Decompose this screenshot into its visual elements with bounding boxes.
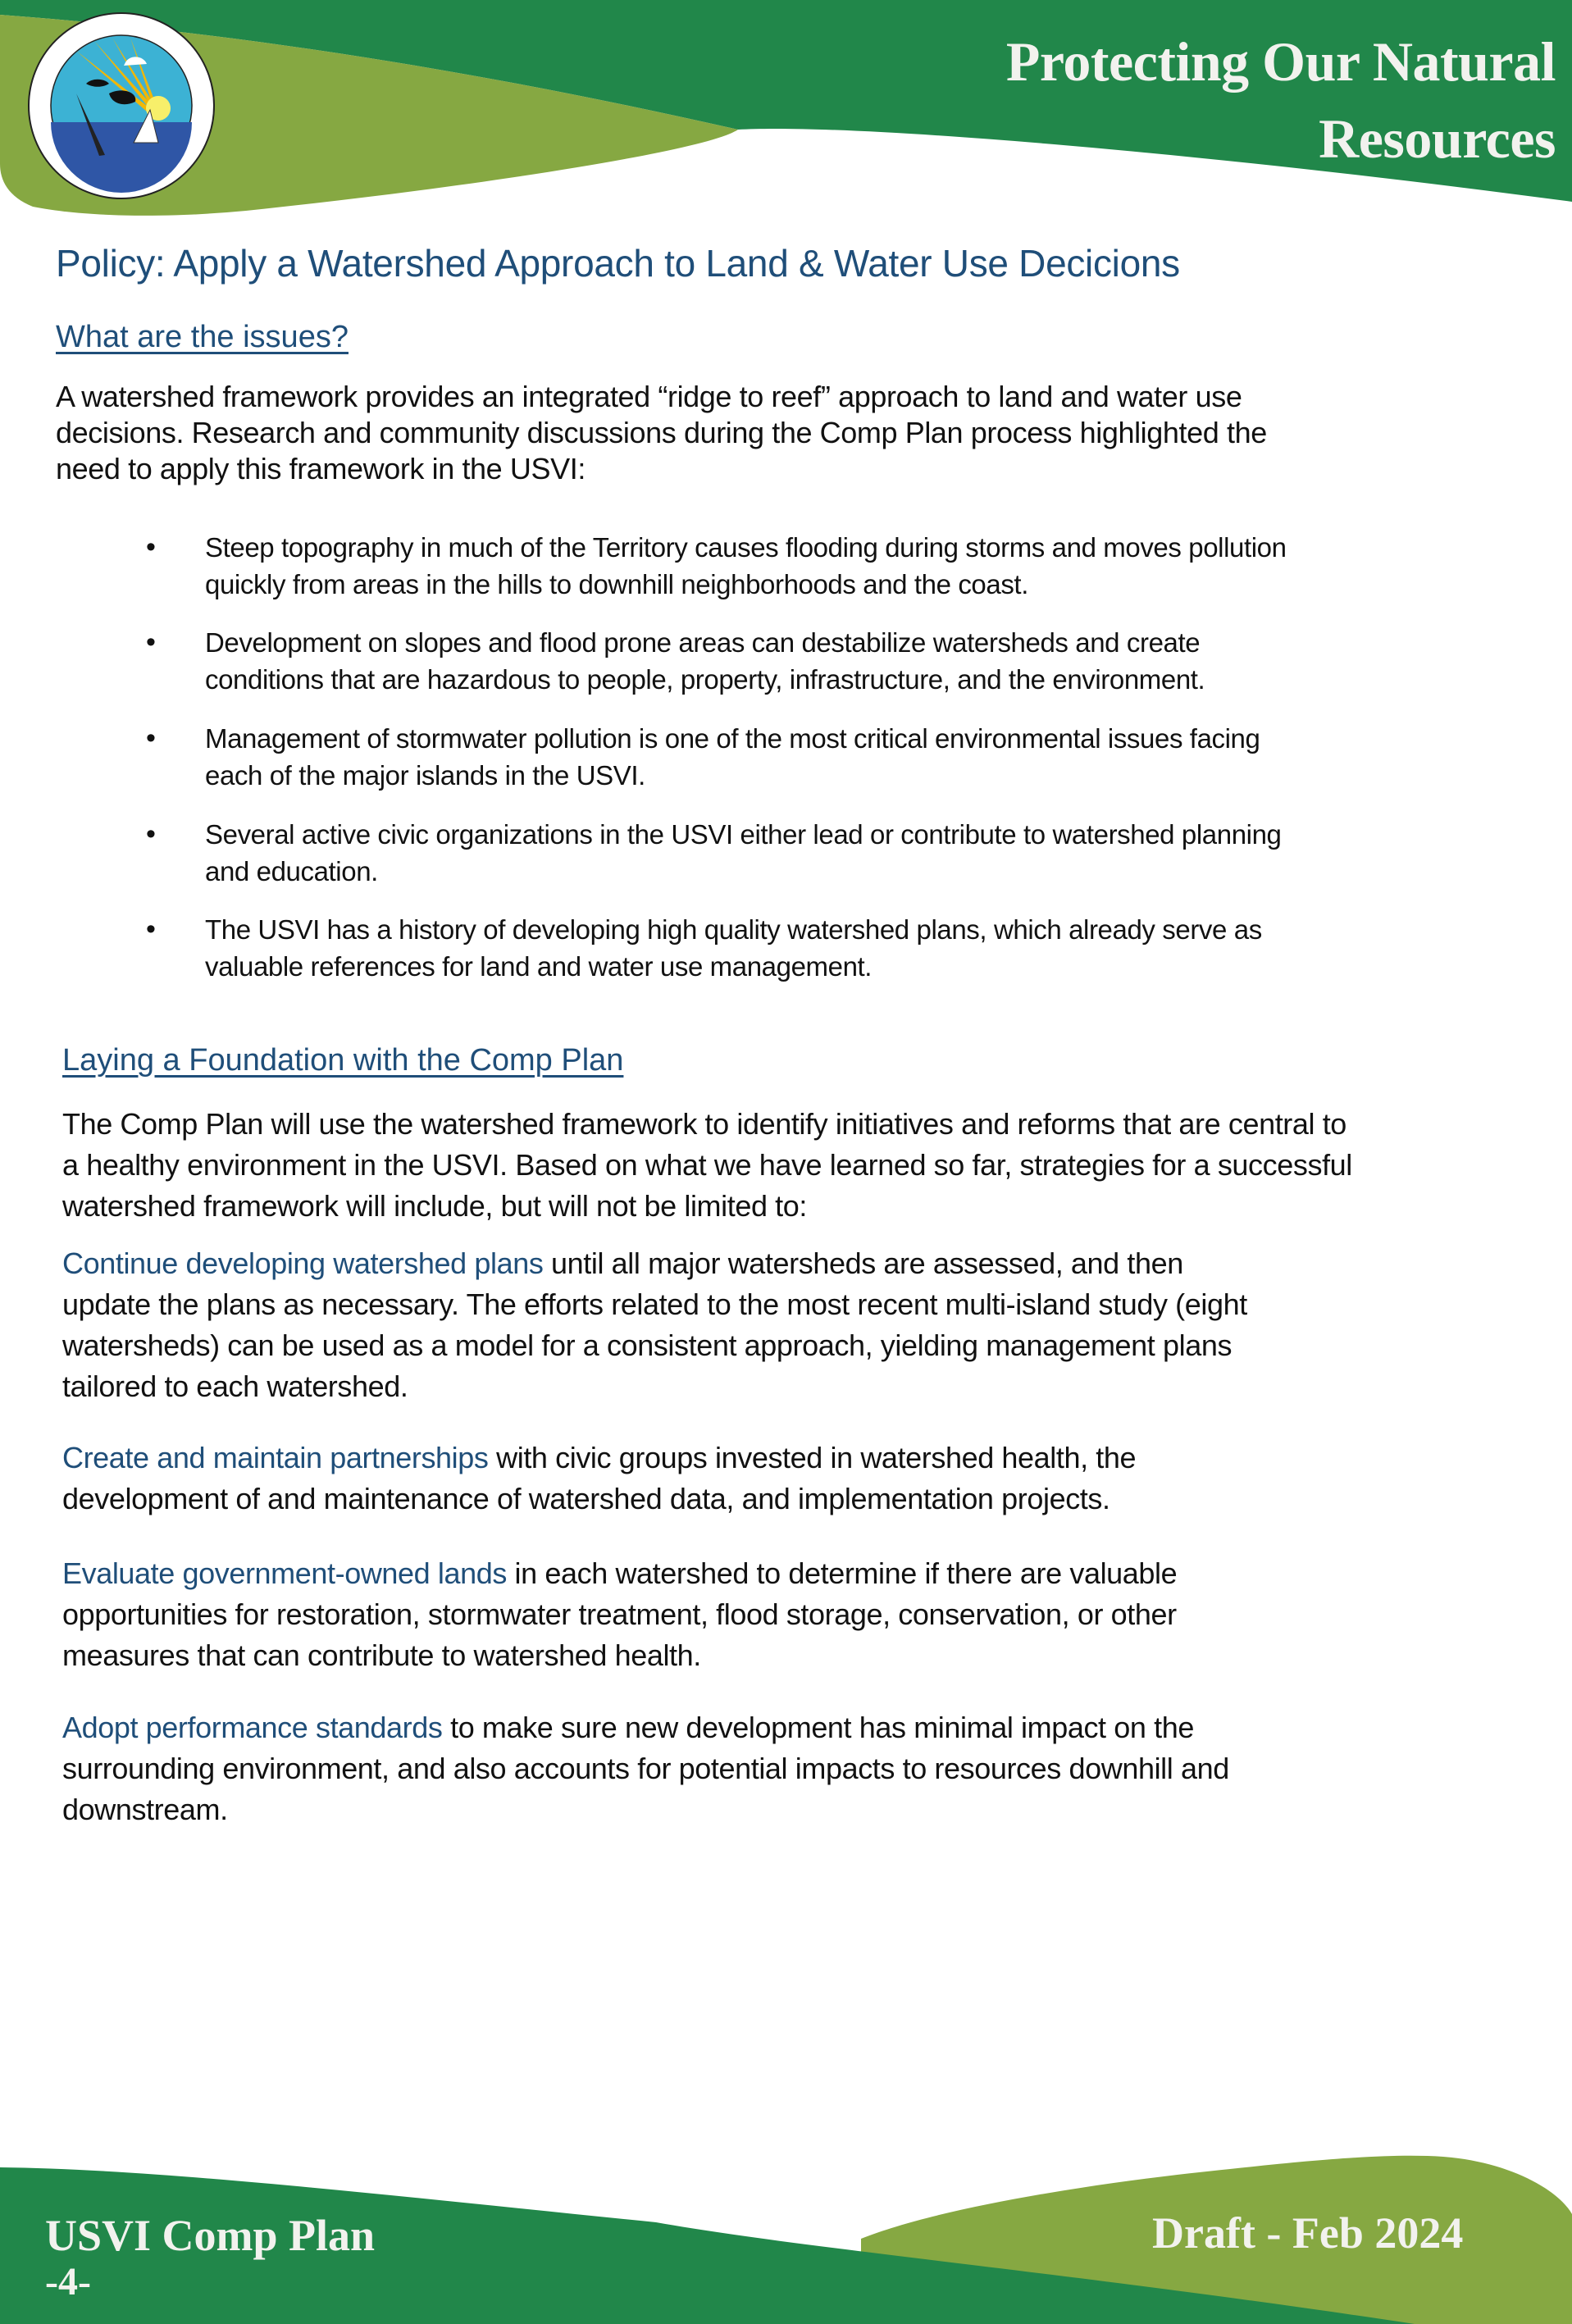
foundation-intro-line: The Comp Plan will use the watershed framework to identify initiatives and reforms that are central to bbox=[62, 1107, 1346, 1141]
issues-intro-paragraph bbox=[56, 379, 1267, 487]
strategy-government-lands bbox=[62, 1553, 1177, 1676]
strategy-line: to make sure new development has minimal impact on the bbox=[442, 1711, 1194, 1744]
bullet-icon: • bbox=[146, 914, 156, 945]
strategy-lead: Adopt performance standards bbox=[62, 1711, 443, 1744]
strategy-line: until all major watersheds are assessed, and then bbox=[543, 1246, 1183, 1280]
strategy-lead: Continue developing watershed plans bbox=[62, 1246, 544, 1280]
issues-heading: What are the issues? bbox=[56, 320, 349, 354]
strategy-lead: Create and maintain partnerships bbox=[62, 1441, 489, 1474]
strategy-continue-plans bbox=[62, 1243, 1247, 1407]
policy-heading: Policy: Apply a Watershed Approach to Land & Water Use Decicions bbox=[56, 242, 1180, 285]
bullet-line: conditions that are hazardous to people, property, infrastructure, and the environment. bbox=[205, 664, 1205, 695]
page-section-title bbox=[1006, 23, 1556, 177]
strategy-line: update the plans as necessary. The efforts related to the most recent multi-island study (eight bbox=[62, 1287, 1247, 1321]
bullet-icon: • bbox=[146, 722, 156, 754]
dpnr-seal-icon bbox=[27, 11, 216, 200]
strategy-partnerships bbox=[62, 1438, 1136, 1520]
footer-document-title: USVI Comp Plan bbox=[45, 2211, 376, 2260]
foundation-intro-paragraph bbox=[62, 1104, 1352, 1227]
strategy-lead: Evaluate government-owned lands bbox=[62, 1556, 507, 1590]
bullet-line: and education. bbox=[205, 856, 378, 886]
footer-draft-date: Draft - Feb 2024 bbox=[1152, 2208, 1464, 2258]
bullet-line: Development on slopes and flood prone areas can destabilize watersheds and create bbox=[205, 627, 1201, 658]
foundation-intro-line: a healthy environment in the USVI. Based on what we have learned so far, strategies for a successful bbox=[62, 1148, 1352, 1182]
strategy-line: opportunities for restoration, stormwater treatment, flood storage, conservation, or other bbox=[62, 1597, 1177, 1631]
bullet-line: valuable references for land and water use management. bbox=[205, 951, 873, 982]
strategy-line: watersheds) can be used as a model for a consistent approach, yielding management plans bbox=[62, 1328, 1233, 1362]
strategy-performance-standards bbox=[62, 1707, 1229, 1830]
foundation-intro-line: watershed framework will include, but will not be limited to: bbox=[62, 1189, 807, 1223]
intro-line: need to apply this framework in the USVI: bbox=[56, 452, 586, 485]
intro-line: decisions. Research and community discussions during the Comp Plan process highlighted the bbox=[56, 416, 1267, 449]
bullet-icon: • bbox=[146, 818, 156, 850]
intro-line: A watershed framework provides an integrated “ridge to reef” approach to land and water use bbox=[56, 380, 1242, 413]
bullet-line: each of the major islands in the USVI. bbox=[205, 760, 645, 791]
bullet-line: Management of stormwater pollution is one of the most critical environmental issues facing bbox=[205, 723, 1260, 754]
bullet-line: quickly from areas in the hills to downhill neighborhoods and the coast. bbox=[205, 569, 1028, 599]
footer-page-number: -4- bbox=[45, 2260, 91, 2303]
section-title-line-2: Resources bbox=[1319, 107, 1556, 170]
foundation-heading: Laying a Foundation with the Comp Plan bbox=[62, 1043, 624, 1078]
bullet-icon: • bbox=[146, 627, 156, 658]
strategy-line: with civic groups invested in watershed health, the bbox=[488, 1441, 1137, 1474]
strategy-line: surrounding environment, and also accounts for potential impacts to resources downhill and bbox=[62, 1752, 1229, 1785]
strategy-line: in each watershed to determine if there are valuable bbox=[506, 1556, 1178, 1590]
bullet-icon: • bbox=[146, 531, 156, 563]
strategy-line: development of and maintenance of watershed data, and implementation projects. bbox=[62, 1482, 1110, 1515]
strategy-line: tailored to each watershed. bbox=[62, 1369, 408, 1403]
bullet-line: Several active civic organizations in the USVI either lead or contribute to watershed planning bbox=[205, 819, 1282, 850]
strategy-line: downstream. bbox=[62, 1793, 228, 1826]
strategy-line: measures that can contribute to watershed health. bbox=[62, 1638, 701, 1672]
bullet-line: The USVI has a history of developing high quality watershed plans, which already serve as bbox=[205, 914, 1262, 945]
section-title-line-1: Protecting Our Natural bbox=[1005, 30, 1556, 93]
bullet-line: Steep topography in much of the Territory causes flooding during storms and moves pollution bbox=[205, 532, 1287, 563]
